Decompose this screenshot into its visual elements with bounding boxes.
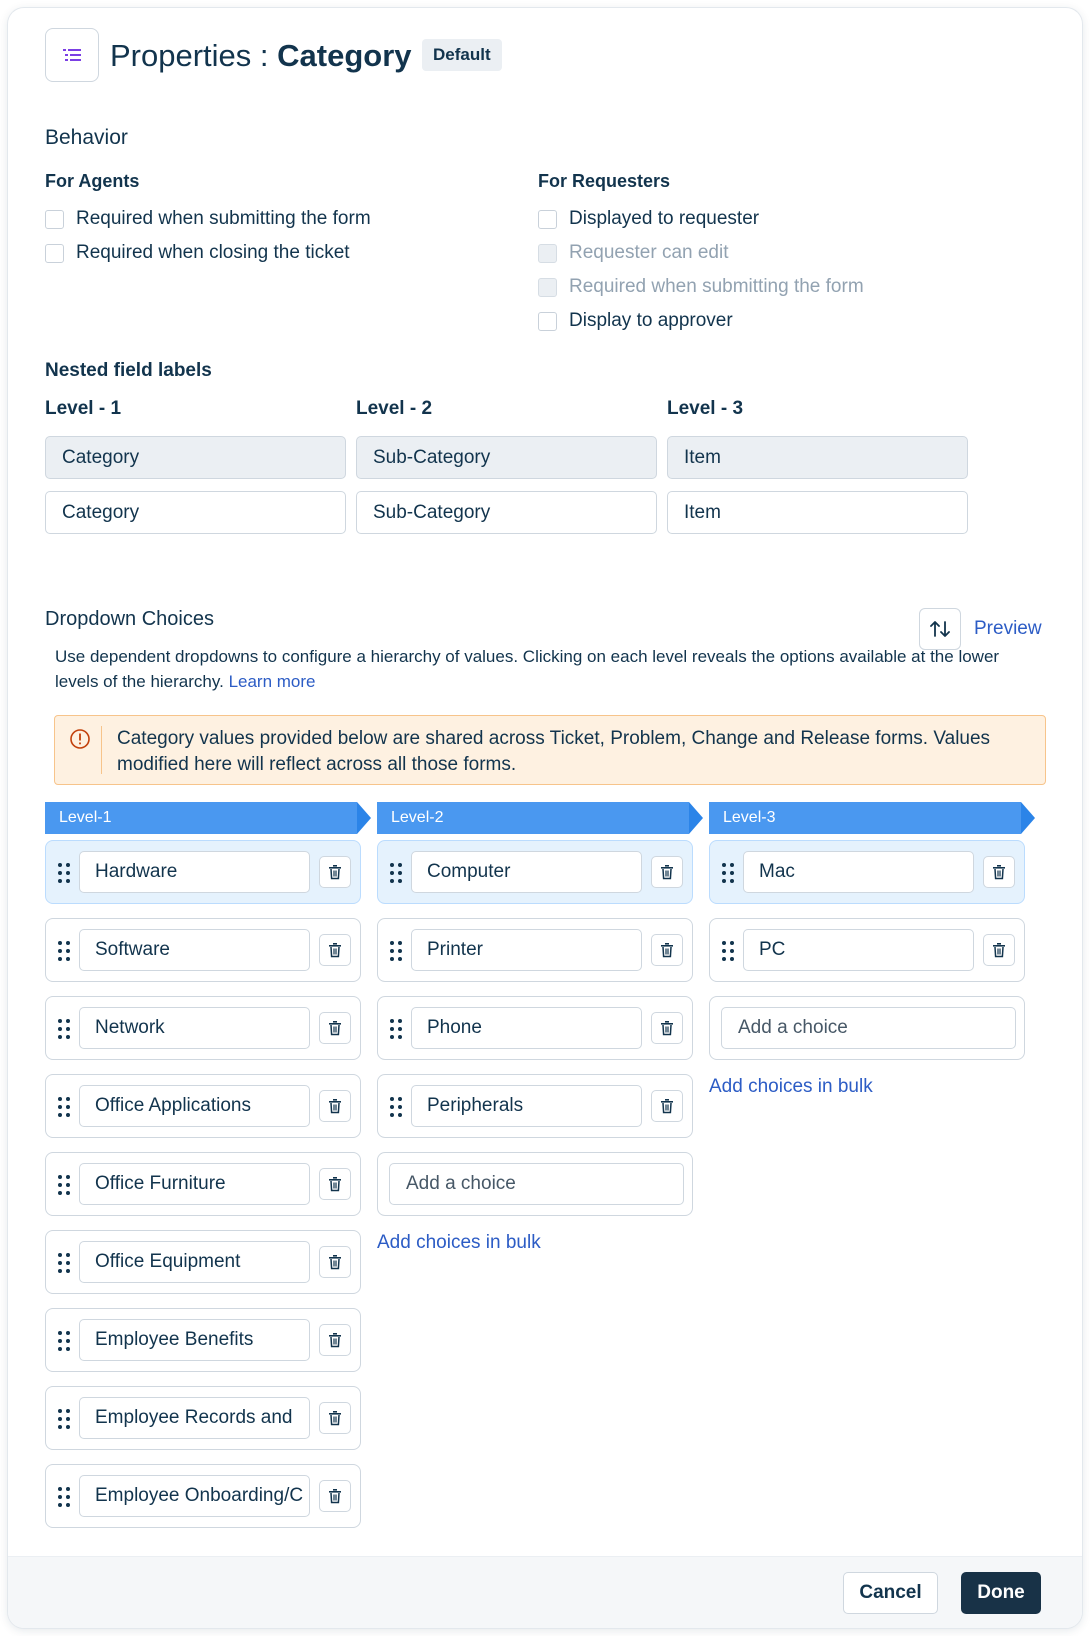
trash-icon <box>328 1332 342 1348</box>
checkbox-box[interactable] <box>45 244 64 263</box>
checkbox-label: Required when submitting the form <box>76 208 371 229</box>
for-agents-heading: For Agents <box>45 171 140 191</box>
choice-row[interactable] <box>45 918 361 982</box>
choice-row[interactable] <box>709 918 1025 982</box>
delete-choice-button[interactable] <box>319 1480 351 1512</box>
trash-icon <box>328 864 342 880</box>
display-to-approver-checkbox[interactable] <box>538 308 733 334</box>
level-2-label-input[interactable]: Sub-Category <box>356 491 657 534</box>
choice-input[interactable]: Mac <box>743 851 974 893</box>
choice-input[interactable]: Hardware <box>79 851 310 893</box>
drag-handle-icon[interactable] <box>56 1330 72 1357</box>
shared-values-warning <box>54 715 1046 785</box>
drag-handle-icon[interactable] <box>56 940 72 967</box>
choice-row[interactable] <box>45 1230 361 1294</box>
checkbox-box <box>538 244 557 263</box>
choice-input[interactable]: PC <box>743 929 974 971</box>
checkbox-label: Required when submitting the form <box>569 276 864 297</box>
drag-handle-icon[interactable] <box>56 1018 72 1045</box>
choice-row[interactable] <box>709 840 1025 904</box>
drag-handle-icon[interactable] <box>56 1486 72 1513</box>
checkbox-label: Displayed to requester <box>569 208 760 229</box>
delete-choice-button[interactable] <box>983 856 1015 888</box>
choice-input[interactable]: Office Equipment <box>79 1241 310 1283</box>
level-2-column-header: Level-2 <box>377 802 689 834</box>
level-1-label: Level - 1 <box>45 398 122 419</box>
level-1-column-header: Level-1 <box>45 802 357 834</box>
delete-choice-button[interactable] <box>319 1168 351 1200</box>
trash-icon <box>328 1488 342 1504</box>
drag-handle-icon[interactable] <box>56 862 72 889</box>
choice-row[interactable] <box>45 1308 361 1372</box>
choice-input[interactable]: Employee Records and <box>79 1397 310 1439</box>
dropdown-description <box>55 644 1045 694</box>
checkbox-label: Required when closing the ticket <box>76 242 350 263</box>
delete-choice-button[interactable] <box>651 1090 683 1122</box>
add-choice-row <box>377 1152 693 1216</box>
trash-icon <box>328 1410 342 1426</box>
drag-handle-icon[interactable] <box>56 1408 72 1435</box>
behavior-heading: Behavior <box>45 126 128 149</box>
drag-handle-icon[interactable] <box>388 1096 404 1123</box>
trash-icon <box>660 864 674 880</box>
requester-displayed-checkbox[interactable] <box>538 206 759 232</box>
choice-row[interactable] <box>45 1152 361 1216</box>
level-3-label-input[interactable]: Item <box>667 491 968 534</box>
drag-handle-icon[interactable] <box>388 1018 404 1045</box>
choice-input[interactable]: Computer <box>411 851 642 893</box>
trash-icon <box>328 942 342 958</box>
checkbox-box[interactable] <box>45 210 64 229</box>
warning-icon <box>69 728 91 750</box>
default-badge: Default <box>422 39 502 71</box>
choice-row[interactable] <box>45 1074 361 1138</box>
delete-choice-button[interactable] <box>319 1090 351 1122</box>
trash-icon <box>328 1176 342 1192</box>
choice-row[interactable] <box>377 996 693 1060</box>
level-3-column-header: Level-3 <box>709 802 1021 834</box>
add-choices-in-bulk-link[interactable]: Add choices in bulk <box>377 1232 541 1253</box>
choice-row[interactable] <box>45 840 361 904</box>
delete-choice-button[interactable] <box>319 1012 351 1044</box>
warning-divider <box>101 726 102 774</box>
drag-handle-icon[interactable] <box>720 862 736 889</box>
panel-footer <box>8 1556 1082 1628</box>
requester-can-edit-checkbox <box>538 240 729 266</box>
nested-labels-heading: Nested field labels <box>45 360 212 381</box>
properties-panel <box>8 8 1082 1628</box>
choice-input[interactable]: Network <box>79 1007 310 1049</box>
agent-required-close-checkbox[interactable] <box>45 240 350 266</box>
choice-input[interactable]: Printer <box>411 929 642 971</box>
title-field-name: Category <box>277 38 412 73</box>
level-3-label: Level - 3 <box>667 398 744 419</box>
title-prefix: Properties : <box>110 38 278 73</box>
choice-row[interactable] <box>377 918 693 982</box>
delete-choice-button[interactable] <box>651 1012 683 1044</box>
checkbox-box[interactable] <box>538 210 557 229</box>
level-2-label: Level - 2 <box>356 398 433 419</box>
preview-link[interactable]: Preview <box>974 618 1042 639</box>
add-choice-input[interactable]: Add a choice <box>389 1163 684 1205</box>
choice-input[interactable]: Office Furniture <box>79 1163 310 1205</box>
checkbox-box <box>538 278 557 297</box>
delete-choice-button[interactable] <box>319 1324 351 1356</box>
dropdown-choices-heading: Dropdown Choices <box>45 608 214 630</box>
warning-text: Category values provided below are shared across Ticket, Problem, Change and Release forms. Values modified here will reflect across all those forms. <box>117 728 991 775</box>
drag-handle-icon[interactable] <box>56 1174 72 1201</box>
checkbox-label: Display to approver <box>569 310 733 331</box>
checkbox-label: Requester can edit <box>569 242 729 263</box>
drag-handle-icon[interactable] <box>720 940 736 967</box>
choice-input[interactable]: Software <box>79 929 310 971</box>
delete-choice-button[interactable] <box>983 934 1015 966</box>
add-choices-in-bulk-link[interactable]: Add choices in bulk <box>709 1076 873 1097</box>
add-choice-input[interactable]: Add a choice <box>721 1007 1016 1049</box>
cancel-button[interactable]: Cancel <box>843 1572 938 1614</box>
level-1-readonly-field: Category <box>45 436 346 479</box>
trash-icon <box>992 864 1006 880</box>
page-title <box>110 36 412 76</box>
delete-choice-button[interactable] <box>319 934 351 966</box>
choice-row[interactable] <box>377 1074 693 1138</box>
choice-row[interactable] <box>45 1464 361 1528</box>
choice-input[interactable]: Office Applications <box>79 1085 310 1127</box>
level-3-readonly-field: Item <box>667 436 968 479</box>
choice-input[interactable]: Employee Onboarding/C <box>79 1475 310 1517</box>
choice-input[interactable]: Employee Benefits <box>79 1319 310 1361</box>
trash-icon <box>328 1098 342 1114</box>
list-icon[interactable] <box>45 28 99 82</box>
drag-handle-icon[interactable] <box>56 1096 72 1123</box>
trash-icon <box>660 1098 674 1114</box>
trash-icon <box>328 1020 342 1036</box>
delete-choice-button[interactable] <box>651 934 683 966</box>
drag-handle-icon[interactable] <box>388 862 404 889</box>
trash-icon <box>660 1020 674 1036</box>
learn-more-link[interactable]: Learn more <box>228 672 316 691</box>
agent-required-submit-checkbox[interactable] <box>45 206 371 232</box>
level-1-label-input[interactable]: Category <box>45 491 346 534</box>
description-text: Use dependent dropdowns to configure a hierarchy of values. Clicking on each level reveals the options available at the lower levels of the hierarchy. <box>55 647 1000 691</box>
trash-icon <box>660 942 674 958</box>
delete-choice-button[interactable] <box>319 1246 351 1278</box>
delete-choice-button[interactable] <box>319 1402 351 1434</box>
sort-arrows-icon <box>928 619 952 639</box>
choice-input[interactable]: Peripherals <box>411 1085 642 1127</box>
delete-choice-button[interactable] <box>651 856 683 888</box>
checkbox-box[interactable] <box>538 312 557 331</box>
level-2-readonly-field: Sub-Category <box>356 436 657 479</box>
delete-choice-button[interactable] <box>319 856 351 888</box>
drag-handle-icon[interactable] <box>56 1252 72 1279</box>
requester-required-submit-checkbox <box>538 274 864 300</box>
choice-row[interactable] <box>377 840 693 904</box>
done-button[interactable]: Done <box>961 1572 1041 1614</box>
choice-row[interactable] <box>45 996 361 1060</box>
for-requesters-heading: For Requesters <box>538 171 671 191</box>
choice-row[interactable] <box>45 1386 361 1450</box>
add-choice-row <box>709 996 1025 1060</box>
drag-handle-icon[interactable] <box>388 940 404 967</box>
choice-input[interactable]: Phone <box>411 1007 642 1049</box>
trash-icon <box>328 1254 342 1270</box>
trash-icon <box>992 942 1006 958</box>
